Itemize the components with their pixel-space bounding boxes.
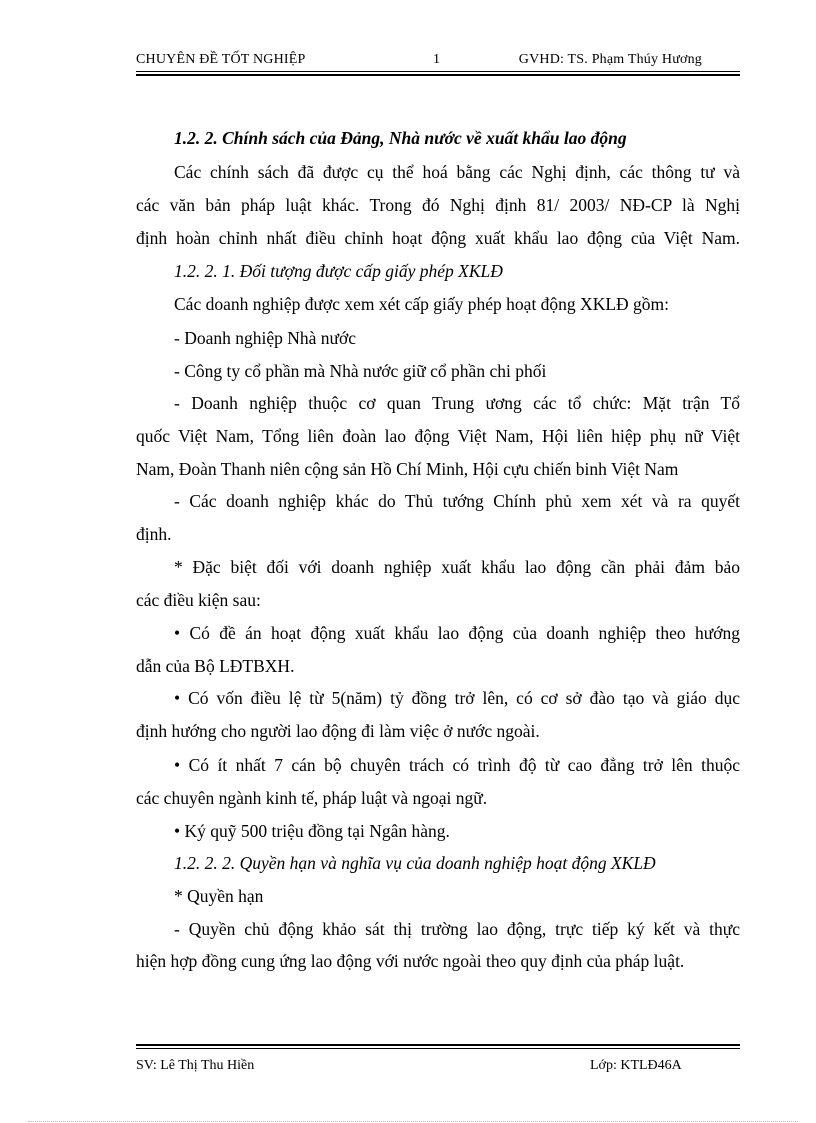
page-footer bbox=[136, 1056, 740, 1076]
bullet-item: • Ký quỹ 500 triệu đồng tại Ngân hàng. bbox=[174, 821, 450, 841]
header-advisor: GVHD: TS. Phạm Thúy Hương bbox=[518, 52, 702, 67]
header-rule-thin bbox=[136, 71, 740, 72]
footer-rule-thin bbox=[136, 1048, 740, 1049]
list-item: - Doanh nghiệp Nhà nước bbox=[174, 328, 357, 348]
paragraph-line: định. bbox=[136, 524, 172, 544]
paragraph-line: hiện hợp đồng cung ứng lao động với nước ngoài theo quy định của pháp luật. bbox=[136, 951, 685, 971]
bullet-item: • Có ít nhất 7 cán bộ chuyên trách có trình độ từ cao đẳng trở lên thuộc bbox=[174, 755, 740, 775]
paragraph-line: định hướng cho người lao động đi làm việc ở nước ngoài. bbox=[136, 721, 540, 741]
page-header bbox=[136, 50, 740, 70]
paragraph-line: * Đặc biệt đối với doanh nghiệp xuất khẩu lao động cần phải đảm bảo bbox=[174, 557, 740, 577]
list-item: - Doanh nghiệp thuộc cơ quan Trung ương các tổ chức: Mặt trận Tổ bbox=[174, 393, 740, 413]
subsection-heading: 1.2. 2. 2. Quyền hạn và nghĩa vụ của doanh nghiệp hoạt động XKLĐ bbox=[174, 853, 656, 873]
paragraph-line: các văn bản pháp luật khác. Trong đó Nghị định 81/ 2003/ NĐ-CP là Nghị bbox=[136, 195, 740, 215]
page-edge-divider bbox=[28, 1121, 798, 1122]
list-item: - Công ty cổ phần mà Nhà nước giữ cổ phần chi phối bbox=[174, 361, 547, 381]
subsection-heading: 1.2. 2. 1. Đối tượng được cấp giấy phép XKLĐ bbox=[174, 261, 503, 281]
header-title: CHUYÊN ĐỀ TỐT NGHIỆP bbox=[136, 52, 306, 67]
paragraph-line: định hoàn chỉnh nhất điều chỉnh hoạt động xuất khẩu lao động của Việt Nam. bbox=[136, 228, 740, 248]
footer-class: Lớp: KTLĐ46A bbox=[590, 1058, 682, 1073]
section-heading: 1.2. 2. Chính sách của Đảng, Nhà nước về xuất khẩu lao động bbox=[174, 128, 627, 148]
paragraph-line: Các doanh nghiệp được xem xét cấp giấy phép hoạt động XKLĐ gồm: bbox=[174, 294, 670, 314]
footer-student: SV: Lê Thị Thu Hiền bbox=[136, 1058, 255, 1073]
list-item: - Quyền chủ động khảo sát thị trường lao động, trực tiếp ký kết và thực bbox=[174, 919, 740, 939]
paragraph-line: các điều kiện sau: bbox=[136, 590, 261, 610]
paragraph-line: Nam, Đoàn Thanh niên cộng sản Hồ Chí Minh, Hội cựu chiến binh Việt Nam bbox=[136, 459, 679, 479]
bullet-item: • Có vốn điều lệ từ 5(năm) tỷ đồng trở lên, có cơ sở đào tạo và giáo dục bbox=[174, 688, 740, 708]
paragraph-line: các chuyên ngành kinh tế, pháp luật và ngoại ngữ. bbox=[136, 788, 488, 808]
paragraph-line: * Quyền hạn bbox=[174, 886, 264, 906]
bullet-item: • Có đề án hoạt động xuất khẩu lao động của doanh nghiệp theo hướng bbox=[174, 623, 740, 643]
paragraph-line: dẫn của Bộ LĐTBXH. bbox=[136, 656, 295, 676]
paragraph-line: quốc Việt Nam, Tổng liên đoàn lao động Việt Nam, Hội liên hiệp phụ nữ Việt bbox=[136, 426, 740, 446]
page-number: 1 bbox=[433, 52, 440, 67]
list-item: - Các doanh nghiệp khác do Thủ tướng Chính phủ xem xét và ra quyết bbox=[174, 491, 740, 511]
header-rule-thick bbox=[136, 74, 740, 76]
paragraph-line: Các chính sách đã được cụ thể hoá bằng các Nghị định, các thông tư và bbox=[174, 162, 740, 182]
footer-rule-thick bbox=[136, 1044, 740, 1046]
